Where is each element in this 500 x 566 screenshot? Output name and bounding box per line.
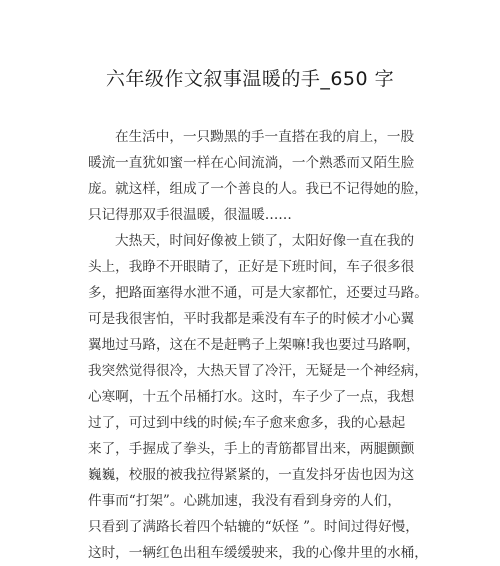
paragraph-2-line-8: 过了，可过到中线的时候;车子愈来愈多，我的心悬起 <box>88 415 406 431</box>
paragraph-2-line-1: 大热天，时间好像被上锁了，太阳好像一直在我的 <box>115 233 415 249</box>
document-body <box>88 124 428 566</box>
paragraph-2-line-13: 这时，一辆红色出租车缓缓驶来，我的心像井里的水桶， <box>88 545 428 561</box>
paragraph-2-line-3: 多，把路面塞得水泄不通，可是大家都忙，还要过马路。 <box>88 285 428 301</box>
paragraph-2-line-12: 只看到了满路长着四个轱辘的“妖怪 ”。时间过得好慢， <box>88 519 419 535</box>
paragraph-2-line-7: 心寒啊，十五个吊桶打水。这时，车子少了一点，我想 <box>88 389 415 405</box>
paragraph-2-line-11: 件事而“打架”。心跳加速，我没有看到身旁的人们， <box>88 493 401 509</box>
paragraph-1-line-1: 在生活中，一只黝黑的手一直搭在我的肩上，一股 <box>115 129 415 145</box>
paragraph-1-line-2: 暖流一直犹如蜜一样在心间流淌，一个熟悉而又陌生脸 <box>88 155 415 171</box>
paragraph-1-line-3: 庞。就这样，组成了一个善良的人。我已不记得她的脸， <box>88 181 428 197</box>
paragraph-2-line-2: 头上，我睁不开眼睛了，正好是下班时间，车子很多很 <box>88 259 415 275</box>
paragraph-2-line-6: 我突然觉得很冷，大热天冒了冷汗，无疑是一个神经病， <box>88 363 428 379</box>
paragraph-2-line-9: 来了，手握成了拳头，手上的青筋都冒出来，两腿颤颤 <box>88 441 415 457</box>
paragraph-2-line-5: 翼地过马路，这在不是赶鸭子上架嘛!我也要过马路啊， <box>88 337 420 353</box>
paragraph-2-line-10: 巍巍，校服的被我拉得紧紧的，一直发抖牙齿也因为这 <box>88 467 415 483</box>
paragraph-2-line-4: 可是我很害怕，平时我都是乘没有车子的时候才小心翼 <box>88 311 415 327</box>
document-title: 六年级作文叙事温暖的手_650 字 <box>105 68 395 90</box>
paragraph-1-line-4: 只记得那双手很温暖，很温暖…… <box>88 207 292 223</box>
